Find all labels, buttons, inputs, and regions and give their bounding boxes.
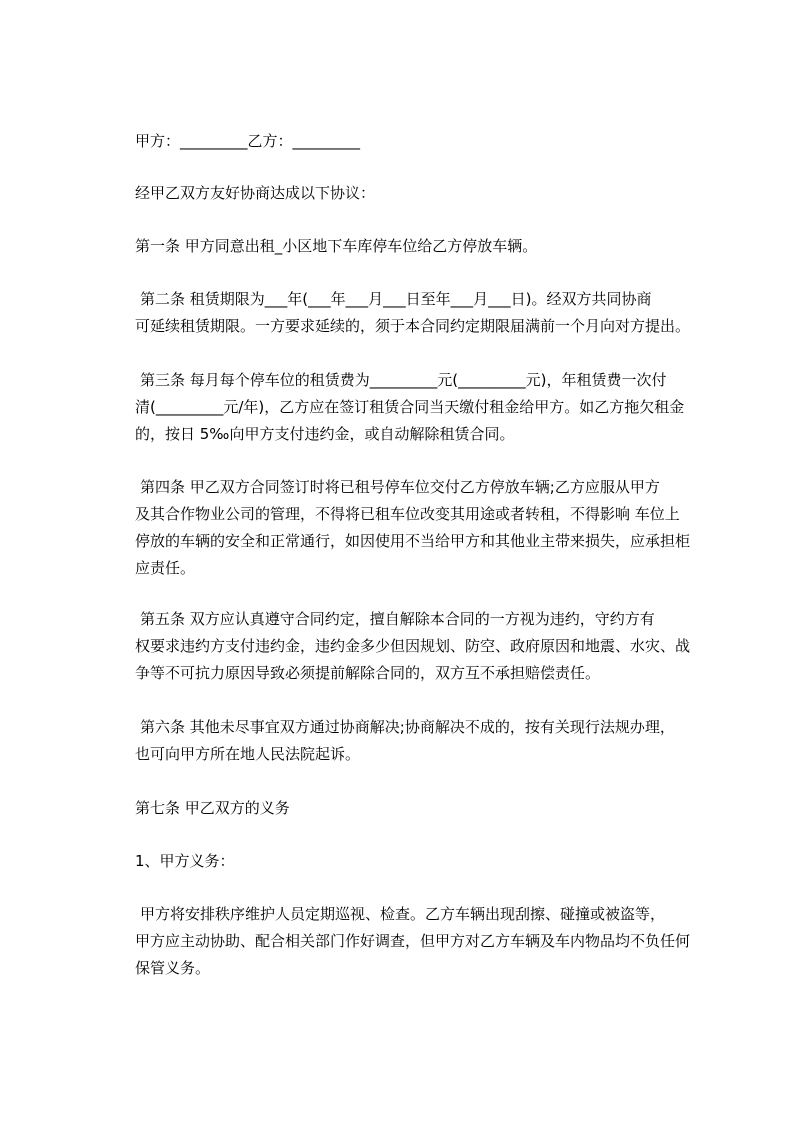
party-line-text: 甲方：_________乙方：_________ bbox=[135, 132, 361, 150]
intro-paragraph bbox=[135, 180, 675, 207]
article-4 bbox=[135, 474, 691, 582]
article-1 bbox=[135, 233, 675, 260]
party-a-duties bbox=[135, 901, 691, 982]
article-line: 可延续租赁期限。一方要求延续的，须于本合同约定期限届满前一个月向对方提出。 bbox=[135, 317, 691, 335]
article-line: 第二条 租赁期限为___年(___年___月___日至年___月___日)。经双方共同协商 bbox=[140, 290, 652, 308]
article-line: 1、甲方义务： bbox=[135, 852, 235, 870]
article-line: 的，按日 5‰向甲方支付违约金，或自动解除租赁合同。 bbox=[135, 425, 515, 443]
article-line: 争等不可抗力原因导致必须提前解除合同的，双方互不承担赔偿责任。 bbox=[135, 664, 601, 682]
article-line: 及其合作物业公司的管理，不得将已租车位改变其用途或者转租，不得影响 车位上 bbox=[135, 505, 680, 523]
article-line: 应责任。 bbox=[135, 559, 196, 577]
article-line: 第一条 甲方同意出租_小区地下车库停车位给乙方停放车辆。 bbox=[135, 237, 538, 255]
article-line: 第六条 其他未尽事宜双方通过协商解决;协商解决不成的，按有关现行法规办理， bbox=[140, 718, 675, 736]
article-line: 第七条 甲乙双方的义务 bbox=[135, 799, 290, 817]
article-2 bbox=[135, 286, 691, 340]
article-line: 甲方应主动协助、配合相关部门作好调查，但甲方对乙方车辆及车内物品均不负任何 bbox=[135, 932, 691, 950]
article-5 bbox=[135, 606, 691, 687]
article-6 bbox=[135, 714, 675, 768]
article-line: 清(_________元/年)，乙方应在签订租赁合同当天缴付租金给甲方。如乙方拖欠租金 bbox=[135, 398, 685, 416]
article-line: 也可向甲方所在地人民法院起诉。 bbox=[135, 745, 361, 763]
article-3 bbox=[135, 367, 685, 448]
article-line: 权要求违约方支付违约金，违约金多少但因规划、防空、政府原因和地震、水灾、战 bbox=[135, 637, 691, 655]
article-line: 第五条 双方应认真遵守合同约定，擅自解除本合同的一方视为违约，守约方有 bbox=[140, 610, 655, 628]
article-line: 停放的车辆的安全和正常通行，如因使用不当给甲方和其他业主带来损失，应承担柜 bbox=[135, 532, 691, 550]
article-line: 甲方将安排秩序维护人员定期巡视、检查。乙方车辆出现刮擦、碰撞或被盗等， bbox=[140, 905, 666, 923]
article-line: 第四条 甲乙双方合同签订时将已租号停车位交付乙方停放车辆;乙方应服从甲方 bbox=[140, 478, 660, 496]
party-line bbox=[135, 128, 675, 155]
article-7-heading bbox=[135, 795, 675, 822]
article-line: 保管义务。 bbox=[135, 959, 211, 977]
intro-text: 经甲乙双方友好协商达成以下协议： bbox=[135, 184, 376, 202]
article-line: 第三条 每月每个停车位的租赁费为_________元(_________元)，年租赁费一次付 bbox=[140, 371, 667, 389]
party-a-duties-heading bbox=[135, 848, 675, 875]
